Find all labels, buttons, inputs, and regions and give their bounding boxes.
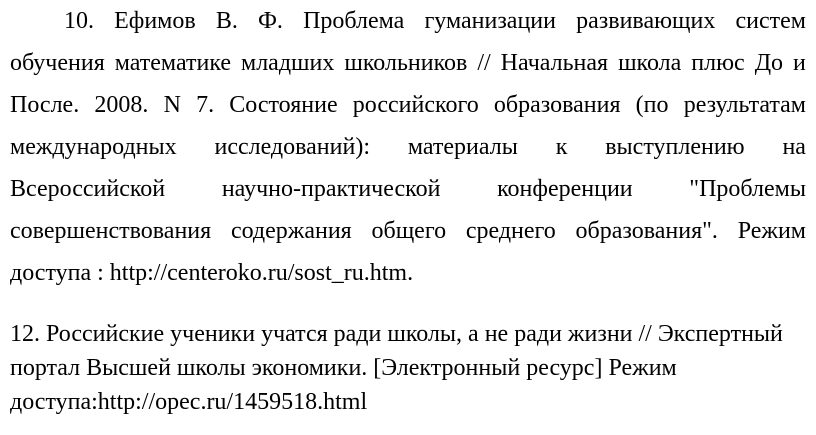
word: плюс: [691, 50, 745, 76]
word: "Проблемы: [689, 176, 806, 202]
word: международных: [10, 134, 177, 160]
word: (по: [635, 92, 669, 118]
reference-10-line-1: [10, 0, 806, 42]
word: среднего: [465, 218, 556, 244]
reference-10-line-2: [10, 42, 806, 84]
word: математике: [114, 50, 232, 76]
word: образования".: [575, 218, 718, 244]
word: обучения: [10, 50, 105, 76]
reference-12: [10, 317, 806, 419]
word: научно-практической: [221, 176, 441, 202]
reference-10-line-6: [10, 210, 806, 252]
word: N: [163, 92, 181, 118]
reference-10: [10, 0, 806, 294]
word: Начальная: [500, 50, 609, 76]
word: До: [754, 50, 784, 76]
reference-12-line-2: портал Высшей школы экономики. [Электронный ресурс] Режим: [10, 355, 677, 381]
reference-12-line-3: доступа:http://opec.ru/1459518.html: [10, 389, 368, 415]
word: Режим: [737, 218, 806, 244]
word: 10.: [64, 8, 94, 34]
word: российского: [352, 92, 479, 118]
word: Состояние: [229, 92, 338, 118]
word: систем: [735, 8, 806, 34]
word: и: [793, 50, 806, 76]
word: общего: [371, 218, 447, 244]
word: исследований):: [214, 134, 370, 160]
word: младших: [241, 50, 335, 76]
reference-10-line-7: доступа : http://centeroko.ru/sost_ru.htm.: [10, 260, 414, 286]
word: результатам: [683, 92, 806, 118]
reference-10-line-4: [10, 126, 806, 168]
word: Проблема: [303, 8, 405, 34]
word: 2008.: [94, 92, 149, 118]
word: Ефимов: [114, 8, 196, 34]
word: образования: [493, 92, 621, 118]
word: После.: [10, 92, 80, 118]
word: к: [555, 134, 568, 160]
reference-10-line-3: [10, 84, 806, 126]
word: содержания: [230, 218, 352, 244]
word: на: [782, 134, 806, 160]
word: конференции: [497, 176, 633, 202]
word: материалы: [407, 134, 518, 160]
word: 7.: [196, 92, 215, 118]
word: выступлению: [605, 134, 745, 160]
word: гуманизации: [424, 8, 556, 34]
word: школьников: [344, 50, 468, 76]
word: В.: [215, 8, 238, 34]
word: школа: [618, 50, 682, 76]
word: развивающих: [576, 8, 716, 34]
word: Всероссийской: [10, 176, 166, 202]
word: Ф.: [257, 8, 283, 34]
word: совершенствования: [10, 218, 212, 244]
word: //: [477, 50, 491, 76]
reference-10-line-5: [10, 168, 806, 210]
reference-12-line-1: 12. Российские ученики учатся ради школы, а не ради жизни // Экспертный: [10, 321, 783, 347]
